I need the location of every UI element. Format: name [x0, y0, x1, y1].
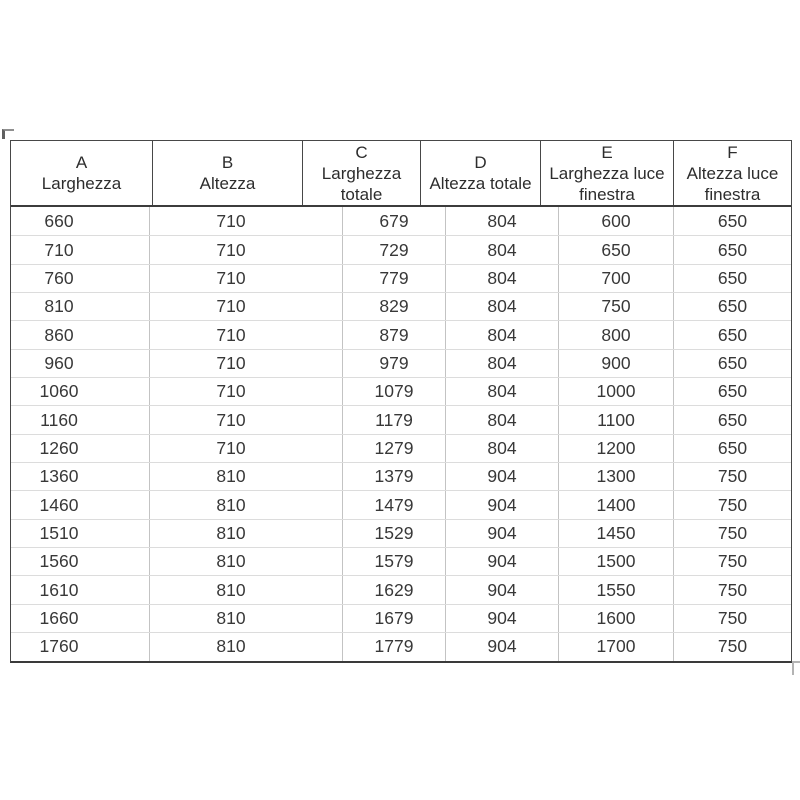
table-cell: 1060 — [11, 378, 150, 405]
table-cell: 1160 — [11, 406, 150, 433]
table-cell: 804 — [446, 378, 559, 405]
table-cell: 660 — [11, 207, 150, 235]
table-cell: 804 — [446, 265, 559, 292]
table-cell: 710 — [150, 293, 343, 320]
column-header-f — [674, 141, 791, 205]
table-row — [11, 207, 791, 235]
header-label-line: Larghezza — [321, 163, 402, 183]
table-cell: 804 — [446, 293, 559, 320]
table-cell: 1679 — [343, 605, 446, 632]
table-cell: 650 — [717, 210, 748, 231]
table-row — [11, 235, 791, 263]
table-cell: 1660 — [11, 605, 150, 632]
column-header-b — [153, 141, 303, 205]
table-cell: 650 — [717, 267, 748, 288]
table-row — [11, 405, 791, 433]
table-cell: 810 — [150, 605, 343, 632]
table-cell: 860 — [11, 321, 150, 348]
table-row — [11, 320, 791, 348]
table-row — [11, 349, 791, 377]
table-cell: 810 — [150, 463, 343, 490]
table-cell: 1479 — [343, 491, 446, 518]
table-header-row — [11, 141, 791, 207]
table-cell: 804 — [446, 321, 559, 348]
table-cell: 804 — [446, 236, 559, 263]
table-cell: 679 — [343, 207, 446, 235]
header-letter: C — [355, 142, 368, 162]
table-cell: 904 — [446, 520, 559, 547]
table-cell: 650 — [717, 409, 748, 430]
column-header-a — [11, 141, 153, 205]
table-cell: 900 — [559, 350, 674, 377]
header-letter: A — [75, 153, 88, 172]
table-row — [11, 519, 791, 547]
table-cell: 1100 — [559, 406, 674, 433]
table-cell: 810 — [150, 576, 343, 603]
table-cell: 650 — [717, 437, 748, 458]
table-body — [11, 207, 791, 661]
table-cell: 729 — [343, 236, 446, 263]
column-header-d — [421, 141, 541, 205]
header-label-line: totale — [340, 184, 383, 204]
table-row — [11, 462, 791, 490]
table-cell: 710 — [11, 236, 150, 263]
table-cell: 650 — [717, 324, 748, 345]
table-cell: 1260 — [11, 435, 150, 462]
table-cell: 750 — [717, 494, 748, 515]
table-row — [11, 434, 791, 462]
table-cell: 1360 — [11, 463, 150, 490]
size-table — [10, 140, 792, 663]
table-row — [11, 292, 791, 320]
table-cell: 1379 — [343, 463, 446, 490]
table-cell: 1079 — [343, 378, 446, 405]
table-row — [11, 604, 791, 632]
header-label-line: Altezza — [199, 174, 256, 193]
header-letter: B — [221, 153, 234, 172]
header-label-line: finestra — [579, 184, 635, 204]
table-cell: 1600 — [559, 605, 674, 632]
table-cell: 1529 — [343, 520, 446, 547]
table-cell: 650 — [717, 239, 748, 260]
table-cell: 650 — [717, 296, 748, 317]
table-cell: 1700 — [559, 633, 674, 660]
table-cell: 904 — [446, 548, 559, 575]
table-cell: 904 — [446, 605, 559, 632]
table-cell: 1579 — [343, 548, 446, 575]
table-cell: 1560 — [11, 548, 150, 575]
table-row — [11, 575, 791, 603]
table-cell: 710 — [150, 435, 343, 462]
table-cell: 1400 — [559, 491, 674, 518]
table-cell: 750 — [717, 466, 748, 487]
table-cell: 710 — [150, 207, 343, 235]
table-cell: 810 — [150, 633, 343, 660]
table-cell: 1460 — [11, 491, 150, 518]
column-header-e — [541, 141, 674, 205]
table-cell: 960 — [11, 350, 150, 377]
table-cell: 750 — [717, 551, 748, 572]
table-cell: 650 — [717, 352, 748, 373]
table-cell: 1300 — [559, 463, 674, 490]
table-row — [11, 632, 791, 660]
table-cell: 710 — [150, 236, 343, 263]
table-cell: 750 — [717, 607, 748, 628]
table-cell: 750 — [559, 293, 674, 320]
table-cell: 710 — [150, 406, 343, 433]
header-label-line: Altezza luce — [686, 163, 779, 183]
table-cell: 904 — [446, 576, 559, 603]
table-cell: 700 — [559, 265, 674, 292]
table-cell: 810 — [150, 548, 343, 575]
table-cell: 710 — [150, 378, 343, 405]
table-cell: 804 — [446, 435, 559, 462]
table-cell: 904 — [446, 463, 559, 490]
table-row — [11, 547, 791, 575]
header-letter: F — [727, 142, 738, 162]
table-cell: 760 — [11, 265, 150, 292]
table-cell: 650 — [717, 381, 748, 402]
table-cell: 804 — [446, 350, 559, 377]
table-cell: 1179 — [343, 406, 446, 433]
table-cell: 750 — [717, 522, 748, 543]
table-cell: 804 — [446, 207, 559, 235]
table-cell: 1500 — [559, 548, 674, 575]
header-letter: E — [601, 142, 613, 162]
table-cell: 710 — [150, 321, 343, 348]
table-cell: 600 — [559, 207, 674, 235]
table-cell: 750 — [717, 579, 748, 600]
header-label-line: Larghezza luce — [549, 163, 665, 183]
table-cell: 1200 — [559, 435, 674, 462]
table-cell: 810 — [150, 520, 343, 547]
table-cell: 1610 — [11, 576, 150, 603]
table-cell: 1279 — [343, 435, 446, 462]
table-cell: 1760 — [11, 633, 150, 660]
header-label-line: Larghezza — [41, 174, 122, 193]
column-header-c — [303, 141, 421, 205]
table-cell: 800 — [559, 321, 674, 348]
table-cell: 1550 — [559, 576, 674, 603]
table-cell: 1000 — [559, 378, 674, 405]
table-cell: 1450 — [559, 520, 674, 547]
header-label-line: finestra — [704, 184, 761, 204]
table-row — [11, 490, 791, 518]
table-row — [11, 377, 791, 405]
table-cell: 710 — [150, 265, 343, 292]
table-cell: 750 — [717, 636, 748, 657]
table-cell: 710 — [150, 350, 343, 377]
table-cell: 979 — [343, 350, 446, 377]
table-cell: 904 — [446, 491, 559, 518]
header-letter: D — [474, 153, 487, 172]
table-cell: 1510 — [11, 520, 150, 547]
table-cell: 879 — [343, 321, 446, 348]
table-cell: 1629 — [343, 576, 446, 603]
table-cell: 829 — [343, 293, 446, 320]
table-cell: 810 — [150, 491, 343, 518]
table-cell: 804 — [446, 406, 559, 433]
table-row — [11, 264, 791, 292]
table-cell: 810 — [11, 293, 150, 320]
table-cell: 779 — [343, 265, 446, 292]
header-label-line: Altezza totale — [429, 174, 532, 193]
table-cell: 650 — [559, 236, 674, 263]
corner-artifact-bottom-right-icon — [792, 661, 800, 675]
table-cell: 1779 — [343, 633, 446, 660]
table-cell: 904 — [446, 633, 559, 660]
corner-artifact-top-left-icon — [2, 129, 14, 139]
